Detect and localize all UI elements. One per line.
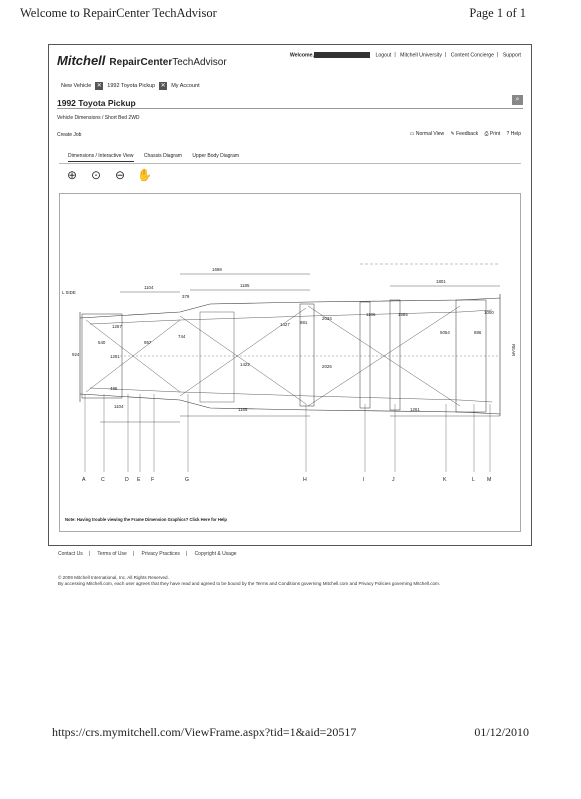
left-side-label: L SIDE bbox=[62, 290, 76, 295]
print-date: 01/12/2010 bbox=[474, 725, 529, 739]
dim-label: 1427 bbox=[280, 322, 290, 327]
zoom-in-icon[interactable]: ⊕ bbox=[66, 168, 78, 182]
zoom-out-icon[interactable]: ⊖ bbox=[114, 168, 126, 182]
dim-label: 486 bbox=[110, 386, 118, 391]
print-link[interactable]: ⎙ Print bbox=[484, 131, 501, 137]
dim-label: 2026 bbox=[322, 364, 332, 369]
mitchell-logo bbox=[57, 53, 227, 68]
nav-tabs bbox=[61, 82, 200, 90]
footer-links: Contact Us | Terms of Use | Privacy Practices | Copyright & Usage bbox=[58, 551, 237, 557]
dim-label: 744 bbox=[178, 334, 186, 339]
station-label: A bbox=[82, 477, 86, 483]
dim-label: 1165 bbox=[238, 407, 248, 412]
dim-label: 1104 bbox=[144, 285, 154, 290]
top-links: Welcome, Logout | Mitchell University | Content Concierge | Support bbox=[289, 52, 521, 59]
dim-label: 1261 bbox=[410, 407, 420, 412]
redacted-username bbox=[314, 52, 370, 58]
logout-link[interactable]: Logout bbox=[375, 52, 392, 59]
page-title: 1992 Toyota Pickup bbox=[57, 98, 136, 108]
rear-label: REAR bbox=[511, 344, 516, 357]
logo-brand: Mitchell bbox=[57, 53, 106, 68]
pan-hand-icon[interactable]: ✋ bbox=[137, 168, 152, 182]
tab-upper-body-diagram[interactable]: Upper Body Diagram bbox=[192, 153, 240, 159]
privacy-practices-link[interactable]: Privacy Practices bbox=[141, 551, 180, 557]
dim-label: 886 bbox=[474, 330, 482, 335]
dim-label: 957 bbox=[144, 340, 152, 345]
welcome-text: Welcome, bbox=[289, 52, 314, 59]
close-icon[interactable]: ✕ bbox=[160, 83, 166, 89]
station-label: F bbox=[151, 477, 155, 483]
new-vehicle-link[interactable]: New Vehicle bbox=[61, 83, 92, 89]
help-note[interactable]: Note: Having trouble viewing the Frame Dimension Graphics? Click Here for Help bbox=[65, 517, 227, 522]
my-account-link[interactable]: My Account bbox=[171, 83, 200, 89]
support-link[interactable]: Support bbox=[502, 52, 521, 59]
close-icon[interactable]: ✕ bbox=[96, 83, 102, 89]
diagram-tabs bbox=[59, 149, 521, 164]
dim-label: 1685 bbox=[398, 312, 408, 317]
station-label: K bbox=[443, 477, 447, 483]
dim-label: 1185 bbox=[240, 283, 250, 288]
station-label: E bbox=[137, 477, 141, 483]
action-links bbox=[405, 131, 521, 137]
tab-chassis-diagram[interactable]: Chassis Diagram bbox=[143, 153, 182, 159]
dim-label: 1801 bbox=[436, 279, 446, 284]
dim-label: 540 bbox=[98, 340, 106, 345]
dim-label: 1000 bbox=[484, 310, 494, 315]
search-icon[interactable]: ⌕ bbox=[512, 95, 523, 105]
feedback-link[interactable]: ✎ Feedback bbox=[450, 131, 479, 137]
dim-label: 981 bbox=[300, 320, 308, 325]
station-label: H bbox=[303, 477, 307, 483]
terms-of-use-link[interactable]: Terms of Use bbox=[97, 551, 127, 557]
content-concierge-link[interactable]: Content Concierge bbox=[450, 52, 495, 59]
dim-label: 1422 bbox=[240, 362, 250, 367]
dim-label: 1106 bbox=[366, 312, 376, 317]
vehicle-tab[interactable]: 1992 Toyota Pickup bbox=[107, 83, 156, 89]
frame-diagram-svg bbox=[60, 194, 520, 531]
logo-product: RepairCenter bbox=[109, 57, 173, 68]
station-label: M bbox=[487, 477, 492, 483]
print-page-number: Page 1 of 1 bbox=[469, 6, 526, 20]
station-label: D bbox=[125, 477, 129, 483]
print-url: https://crs.mymitchell.com/ViewFrame.aspx?tid=1&aid=20517 bbox=[52, 725, 357, 739]
station-label: I bbox=[363, 477, 365, 483]
print-title: Welcome to RepairCenter TechAdvisor bbox=[20, 6, 217, 20]
dim-label: 1698 bbox=[212, 267, 222, 272]
divider bbox=[57, 108, 523, 109]
print-header bbox=[20, 6, 526, 22]
station-label: G bbox=[185, 477, 190, 483]
station-label: C bbox=[101, 477, 105, 483]
dim-label: 1104 bbox=[114, 404, 124, 409]
zoom-reset-icon[interactable]: ⊙ bbox=[90, 168, 102, 182]
frame-dimension-diagram bbox=[59, 193, 521, 532]
legal-text: By accessing Mitchell.com, each user agrees that they have read and agreed to be bound by the Terms and Conditions governing Mitchell.com and Privacy Policies governing Mitchell.com. bbox=[58, 581, 441, 586]
dim-label: 5054 bbox=[440, 330, 450, 335]
dim-label: 924 bbox=[72, 352, 80, 357]
station-label: L bbox=[472, 477, 475, 483]
logo-suffix: TechAdvisor bbox=[172, 57, 227, 68]
help-link[interactable]: ? Help bbox=[506, 131, 521, 137]
create-job-link[interactable]: Create Job bbox=[57, 132, 82, 138]
mitchell-university-link[interactable]: Mitchell University bbox=[400, 52, 442, 59]
copyright-usage-link[interactable]: Copyright & Usage bbox=[194, 551, 237, 557]
tab-dimensions-interactive[interactable]: Dimensions / Interactive View bbox=[68, 153, 134, 162]
zoom-toolbar bbox=[65, 168, 151, 182]
normal-view-link[interactable]: ▭ Normal View bbox=[409, 131, 445, 137]
breadcrumb: Vehicle Dimensions / Short Bed 2WD bbox=[57, 115, 140, 121]
dim-label: 1257 bbox=[112, 324, 122, 329]
dim-label: 1251 bbox=[110, 354, 120, 359]
copyright-text: © 2009 Mitchell International, Inc. All Rights Reserved. bbox=[58, 575, 169, 580]
browser-frame bbox=[48, 44, 532, 546]
contact-us-link[interactable]: Contact Us bbox=[58, 551, 83, 557]
dim-label: 2034 bbox=[322, 316, 332, 321]
station-label: J bbox=[392, 477, 395, 483]
dim-label: 379 bbox=[182, 294, 190, 299]
